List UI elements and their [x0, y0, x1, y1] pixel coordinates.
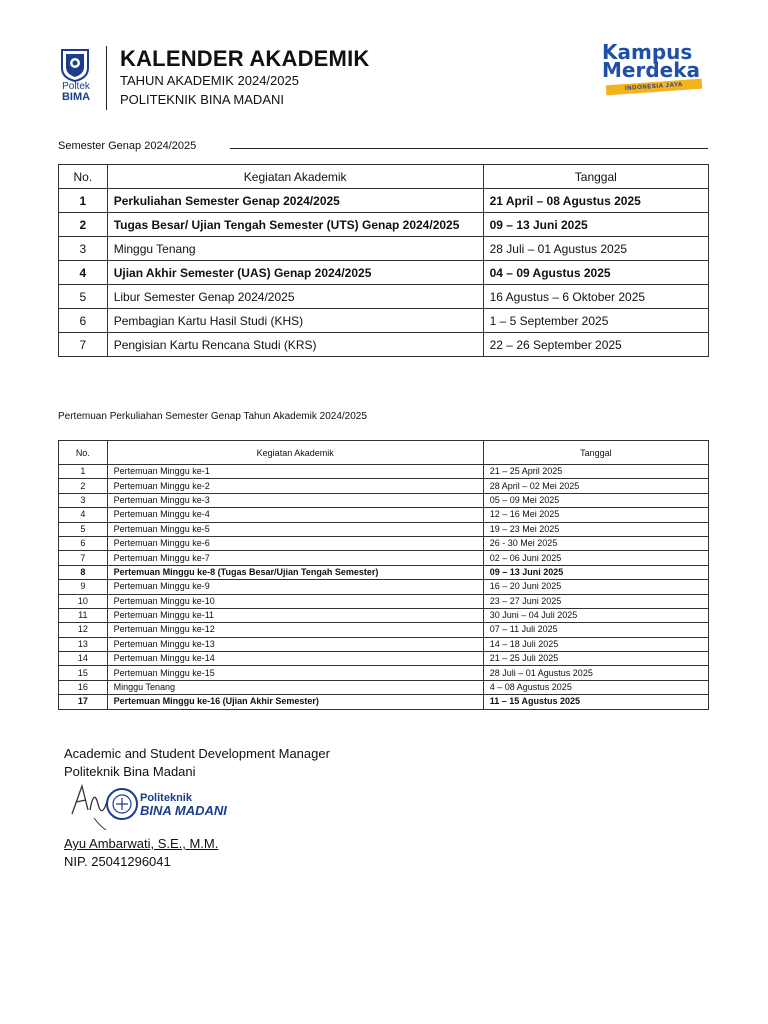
kampus-merdeka-line-2: Merdeka [602, 58, 701, 82]
table-row [59, 652, 709, 666]
signatory-institution: Politeknik Bina Madani [64, 764, 196, 779]
cell-tanggal: 14 – 18 Juli 2025 [483, 637, 708, 651]
cell-kegiatan: Pembagian Kartu Hasil Studi (KHS) [107, 309, 483, 333]
cell-tanggal: 22 – 26 September 2025 [483, 333, 708, 357]
table-header-row [59, 441, 709, 465]
cell-tanggal: 12 – 16 Mei 2025 [483, 508, 708, 522]
header-divider [106, 46, 107, 110]
kampus-merdeka-line-1: Kampus [602, 40, 693, 64]
cell-tanggal: 04 – 09 Agustus 2025 [483, 261, 708, 285]
column-header-no: No. [59, 441, 108, 465]
table-row [59, 261, 709, 285]
cell-kegiatan: Pertemuan Minggu ke-9 [107, 580, 483, 594]
cell-tanggal: 21 April – 08 Agustus 2025 [483, 189, 708, 213]
cell-no: 6 [59, 309, 108, 333]
table-row [59, 637, 709, 651]
column-header-kegiatan: Kegiatan Akademik [107, 441, 483, 465]
table-row [59, 213, 709, 237]
table-row [59, 465, 709, 479]
logo-text-bima: BIMA [61, 91, 91, 103]
cell-kegiatan: Pertemuan Minggu ke-5 [107, 522, 483, 536]
table-row [59, 285, 709, 309]
table-row [59, 680, 709, 694]
cell-no: 5 [59, 522, 108, 536]
cell-no: 5 [59, 285, 108, 309]
column-header-tanggal: Tanggal [483, 441, 708, 465]
logo-text-poltek: Poltek [62, 81, 90, 92]
cell-no: 7 [59, 551, 108, 565]
table-row [59, 551, 709, 565]
cell-kegiatan: Libur Semester Genap 2024/2025 [107, 285, 483, 309]
stamp-text-bina-madani: BINA MADANI [140, 803, 227, 818]
cell-no: 1 [59, 189, 108, 213]
cell-tanggal: 19 – 23 Mei 2025 [483, 522, 708, 536]
cell-tanggal: 28 Juli – 01 Agustus 2025 [483, 237, 708, 261]
table-row [59, 608, 709, 622]
cell-tanggal: 09 – 13 Juni 2025 [483, 213, 708, 237]
cell-kegiatan: Ujian Akhir Semester (UAS) Genap 2024/2025 [107, 261, 483, 285]
table-row [59, 565, 709, 579]
table-row [59, 493, 709, 507]
cell-tanggal: 09 – 13 Juni 2025 [483, 565, 708, 579]
cell-kegiatan: Pertemuan Minggu ke-10 [107, 594, 483, 608]
cell-tanggal: 07 – 11 Juli 2025 [483, 623, 708, 637]
cell-no: 6 [59, 536, 108, 550]
cell-no: 2 [59, 479, 108, 493]
cell-kegiatan: Pertemuan Minggu ke-6 [107, 536, 483, 550]
cell-no: 10 [59, 594, 108, 608]
cell-kegiatan: Pengisian Kartu Rencana Studi (KRS) [107, 333, 483, 357]
cell-no: 16 [59, 680, 108, 694]
cell-no: 9 [59, 580, 108, 594]
cell-no: 12 [59, 623, 108, 637]
table-row [59, 508, 709, 522]
table-row [59, 536, 709, 550]
cell-tanggal: 21 – 25 Juli 2025 [483, 652, 708, 666]
academic-year-subtitle: TAHUN AKADEMIK 2024/2025 [120, 73, 299, 88]
cell-tanggal: 21 – 25 April 2025 [483, 465, 708, 479]
cell-tanggal: 1 – 5 September 2025 [483, 309, 708, 333]
cell-tanggal: 28 Juli – 01 Agustus 2025 [483, 666, 708, 680]
table-row [59, 594, 709, 608]
semester-heading-rule [230, 148, 708, 149]
cell-kegiatan: Pertemuan Minggu ke-8 (Tugas Besar/Ujian Tengah Semester) [107, 565, 483, 579]
signatory-nip: NIP. 25041296041 [64, 854, 171, 869]
table-row [59, 623, 709, 637]
cell-kegiatan: Pertemuan Minggu ke-14 [107, 652, 483, 666]
table-header-row [59, 165, 709, 189]
cell-no: 11 [59, 608, 108, 622]
cell-tanggal: 16 – 20 Juni 2025 [483, 580, 708, 594]
semester-heading: Semester Genap 2024/2025 [58, 140, 197, 152]
table-row [59, 333, 709, 357]
table-row [59, 666, 709, 680]
cell-no: 15 [59, 666, 108, 680]
column-header-kegiatan: Kegiatan Akademik [107, 165, 483, 189]
cell-no: 8 [59, 565, 108, 579]
cell-kegiatan: Tugas Besar/ Ujian Tengah Semester (UTS) Genap 2024/2025 [107, 213, 483, 237]
cell-kegiatan: Pertemuan Minggu ke-16 (Ujian Akhir Semester) [107, 695, 483, 709]
cell-no: 4 [59, 261, 108, 285]
cell-tanggal: 11 – 15 Agustus 2025 [483, 695, 708, 709]
cell-tanggal: 4 – 08 Agustus 2025 [483, 680, 708, 694]
kampus-merdeka-band: INDONESIA JAYA [606, 79, 702, 96]
column-header-no: No. [59, 165, 108, 189]
cell-tanggal: 28 April – 02 Mei 2025 [483, 479, 708, 493]
cell-no: 3 [59, 493, 108, 507]
cell-tanggal: 30 Juni – 04 Juli 2025 [483, 608, 708, 622]
cell-kegiatan: Pertemuan Minggu ke-4 [107, 508, 483, 522]
cell-tanggal: 05 – 09 Mei 2025 [483, 493, 708, 507]
cell-kegiatan: Pertemuan Minggu ke-2 [107, 479, 483, 493]
table-row [59, 237, 709, 261]
stamp-text-politeknik: Politeknik [140, 792, 192, 804]
cell-kegiatan: Minggu Tenang [107, 237, 483, 261]
cell-no: 2 [59, 213, 108, 237]
table-row [59, 189, 709, 213]
signatory-name: Ayu Ambarwati, S.E., M.M. [64, 836, 219, 851]
table-row [59, 309, 709, 333]
cell-kegiatan: Perkuliahan Semester Genap 2024/2025 [107, 189, 483, 213]
table-row [59, 580, 709, 594]
shield-emblem-icon [60, 48, 90, 82]
pertemuan-table [58, 440, 709, 710]
cell-kegiatan: Pertemuan Minggu ke-3 [107, 493, 483, 507]
cell-no: 13 [59, 637, 108, 651]
page-title: KALENDER AKADEMIK [120, 46, 370, 71]
cell-kegiatan: Pertemuan Minggu ke-7 [107, 551, 483, 565]
cell-no: 14 [59, 652, 108, 666]
cell-kegiatan: Pertemuan Minggu ke-12 [107, 623, 483, 637]
table-row [59, 695, 709, 709]
cell-tanggal: 16 Agustus – 6 Oktober 2025 [483, 285, 708, 309]
cell-no: 7 [59, 333, 108, 357]
cell-kegiatan: Pertemuan Minggu ke-11 [107, 608, 483, 622]
table-row [59, 479, 709, 493]
cell-kegiatan: Pertemuan Minggu ke-13 [107, 637, 483, 651]
signature-and-stamp [64, 780, 244, 836]
cell-kegiatan: Pertemuan Minggu ke-15 [107, 666, 483, 680]
cell-no: 1 [59, 465, 108, 479]
column-header-tanggal: Tanggal [483, 165, 708, 189]
cell-no: 3 [59, 237, 108, 261]
pertemuan-heading: Pertemuan Perkuliahan Semester Genap Tahun Akademik 2024/2025 [58, 411, 367, 422]
semester-table [58, 164, 709, 357]
institution-subtitle: POLITEKNIK BINA MADANI [120, 92, 284, 107]
kampus-merdeka-logo [600, 42, 710, 98]
politeknik-bima-logo [56, 48, 96, 108]
cell-kegiatan: Pertemuan Minggu ke-1 [107, 465, 483, 479]
cell-tanggal: 23 – 27 Juni 2025 [483, 594, 708, 608]
handwritten-signature-icon [64, 780, 244, 836]
cell-no: 4 [59, 508, 108, 522]
cell-kegiatan: Minggu Tenang [107, 680, 483, 694]
cell-tanggal: 02 – 06 Juni 2025 [483, 551, 708, 565]
table-row [59, 522, 709, 536]
cell-tanggal: 26 - 30 Mei 2025 [483, 536, 708, 550]
signatory-role: Academic and Student Development Manager [64, 746, 330, 761]
cell-no: 17 [59, 695, 108, 709]
